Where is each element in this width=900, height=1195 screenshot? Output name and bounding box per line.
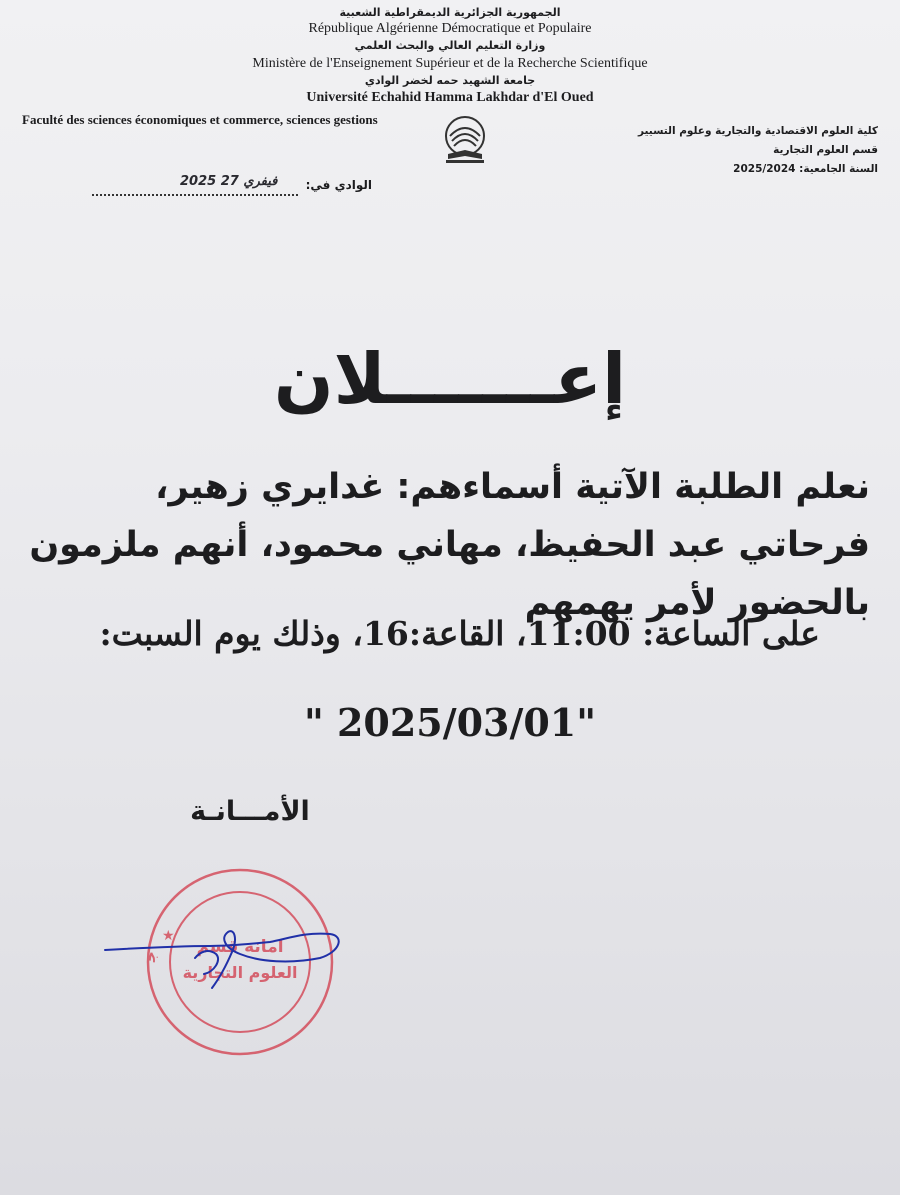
faculty-name-ar: كلية العلوم الاقتصادية والتجارية وعلوم التسيير (637, 125, 878, 137)
date-label: الوادي في: (305, 178, 372, 192)
stamp-outer-text: ج (140, 950, 160, 963)
department-name-ar: قسم العلوم التجارية (773, 144, 878, 156)
announcement-time-room: على الساعة: 11:00، القاعة:16، وذلك يوم السبت: (99, 614, 820, 653)
header-republic-ar: الجمهورية الجزائرية الديمقراطية الشعبية (339, 6, 561, 19)
svg-text:★: ★ (162, 928, 175, 944)
header-university-fr: Université Echahid Hamma Lakhdar d'El Oued (306, 90, 594, 105)
date-line (92, 174, 372, 198)
header-republic-fr: République Algérienne Démocratique et Populaire (308, 21, 592, 36)
date-handwritten: 2025 فيفري 27 (180, 174, 278, 189)
header-university-ar: جامعة الشهيد حمه لخضر الوادي (364, 74, 536, 87)
announcement-date: " 2025/03/01" (303, 700, 597, 745)
faculty-name-fr: Faculté des sciences économiques et commerce, sciences gestions (22, 112, 378, 127)
stamp-inner-line2: العلوم التجارية (182, 963, 298, 982)
document-title: إعـــــــلان (273, 338, 627, 420)
academic-year: السنة الجامعية: 2025/2024 (733, 163, 878, 175)
announcement-body: نعلم الطلبة الآتية أسماءهم: غدايري زهير، فرحاتي عبد الحفيظ، مهاني محمود، أنهم ملزمون بالحضور لأمر يهمهم (29, 467, 870, 623)
faculty-block-ar (618, 122, 878, 179)
official-stamp (100, 862, 350, 1062)
header-ministry-fr: Ministère de l'Enseignement Supérieur et de la Recherche Scientifique (252, 56, 648, 71)
university-logo (440, 112, 490, 166)
header-ministry-ar: وزارة التعليم العالي والبحث العلمي (354, 39, 546, 52)
stamp-inner-line1: امانة قسم (196, 937, 284, 957)
signature-label: الأمـــانـة (190, 796, 310, 827)
